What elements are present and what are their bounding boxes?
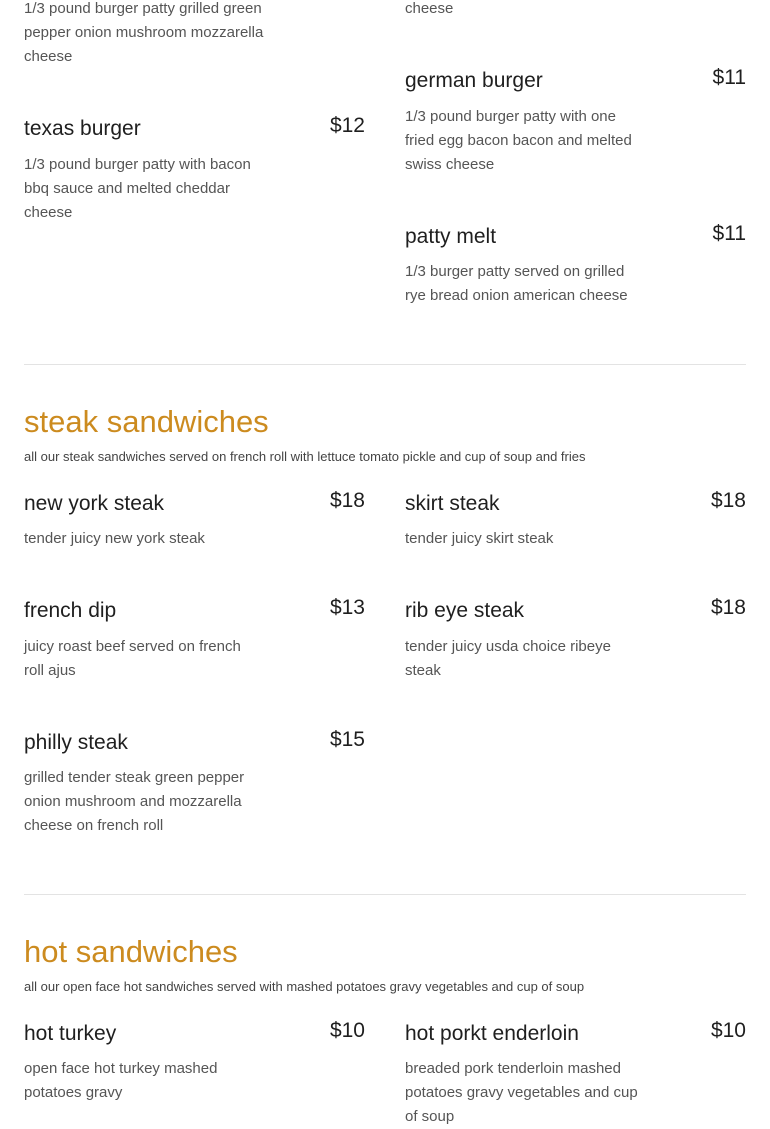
- menu-item-name-patty-melt: patty melt: [405, 225, 497, 248]
- section-title-steak-sandwiches: steak sandwiches: [24, 404, 269, 439]
- menu-item-description: tender juicy new york steak: [24, 530, 205, 547]
- menu-item-description: tender juicy skirt steak: [405, 530, 554, 547]
- menu-item-price: $10: [710, 1019, 746, 1042]
- section-divider: [24, 364, 746, 365]
- menu-item-description: juicy roast beef served on french roll ajus: [24, 638, 241, 679]
- menu-item-description: cheese: [405, 0, 454, 17]
- menu-item-price: $11: [712, 222, 746, 245]
- menu-item-name-philly-steak: philly steak: [24, 731, 128, 754]
- menu-item-name-rib-eye-steak: rib eye steak: [405, 599, 525, 622]
- menu-item-price: $18: [710, 489, 746, 512]
- section-subtitle: all our steak sandwiches served on french roll with lettuce tomato pickle and cup of soup and fries: [24, 449, 586, 464]
- menu-item-description: grilled tender steak green pepper onion mushroom and mozzarella cheese on french roll: [24, 769, 245, 834]
- menu-item-price: $18: [710, 596, 746, 619]
- menu-item-price: $18: [329, 489, 365, 512]
- menu-item-price: $15: [329, 728, 365, 751]
- menu-item-description: open face hot turkey mashed potatoes gravy: [24, 1060, 218, 1101]
- menu-item-name-german-burger: german burger: [405, 69, 543, 92]
- menu-item-name-texas-burger: texas burger: [24, 117, 141, 140]
- menu-item-name-skirt-steak: skirt steak: [405, 492, 500, 515]
- menu-item-description: 1/3 burger patty served on grilled rye bread onion american cheese: [405, 263, 628, 304]
- menu-item-name-french-dip: french dip: [24, 599, 117, 622]
- menu-item-price: $12: [329, 114, 365, 137]
- section-title-hot-sandwiches: hot sandwiches: [24, 934, 238, 969]
- menu-item-price: $13: [329, 596, 365, 619]
- menu-item-description: 1/3 pound burger patty grilled green pepper onion mushroom mozzarella cheese: [24, 0, 264, 65]
- menu-item-name-hot-turkey: hot turkey: [24, 1022, 117, 1045]
- menu-item-price: $10: [329, 1019, 365, 1042]
- menu-item-description: 1/3 pound burger patty with bacon bbq sauce and melted cheddar cheese: [24, 156, 251, 221]
- section-subtitle: all our open face hot sandwiches served with mashed potatoes gravy vegetables and cup of soup: [24, 979, 585, 994]
- menu-item-price: $11: [712, 66, 746, 89]
- menu-item-description: 1/3 pound burger patty with one fried egg bacon bacon and melted swiss cheese: [405, 108, 632, 173]
- menu-item-name-new-york-steak: new york steak: [24, 492, 165, 515]
- section-divider: [24, 894, 746, 895]
- menu-item-description: tender juicy usda choice ribeye steak: [405, 638, 611, 679]
- menu-item-description: breaded pork tenderloin mashed potatoes gravy vegetables and cup of soup: [405, 1060, 638, 1125]
- menu-item-name-hot-porkt-enderloin: hot porkt enderloin: [405, 1022, 579, 1045]
